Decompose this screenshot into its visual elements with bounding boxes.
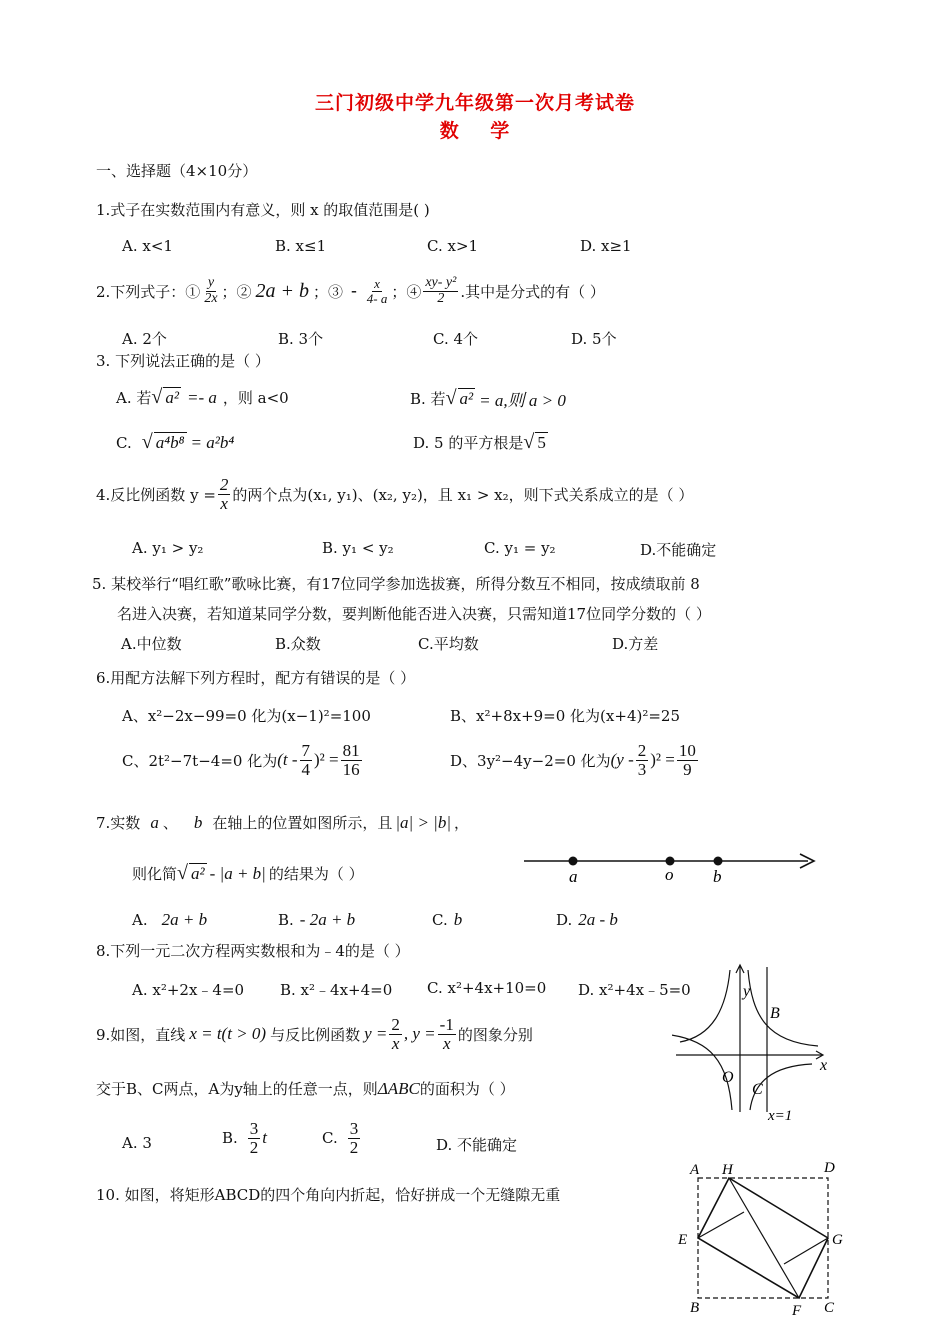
q6-option-d [450,742,700,779]
q4-lead: 4.反比例函数 y = [96,485,216,504]
label-h: H [722,1162,733,1178]
q6-c-pre: (t - [277,750,298,770]
q2-f1-den: 2x [204,290,218,306]
curve-q2 [680,970,730,1042]
label-x: x [820,1057,828,1074]
q6-d-fn: 2 [637,741,647,760]
q9-lead: 9.如图，直线 [96,1025,186,1044]
q7-d-label: D. [556,911,573,929]
exam-subject: 数 学 [439,120,511,142]
q3-a-tail: ，则 a<0 [222,389,289,407]
label-g: G [832,1232,843,1248]
q7-stem [96,812,469,833]
label-c: C [752,1081,763,1098]
q7-line2-lead: 则化简 [132,865,178,883]
q7-line2-tail: 的结果为（ ） [268,865,364,883]
q9-line2-tail: 的面积为（ ） [419,1080,515,1098]
label-o: o [665,865,674,884]
q9-triangle: ΔABC [377,1078,420,1098]
q9-option-b [222,1120,267,1157]
q9-line-eq: x = t(t > 0) [189,1024,267,1044]
q2-lead: 2.下列式子：① [96,282,201,301]
q2-fraction-4 [423,276,458,306]
q3-a-radicand: a² [165,388,179,407]
q3-option-c [116,431,234,454]
diagonal-hf [729,1178,799,1298]
q3-c-tail: = a²b⁴ [190,432,235,452]
q1-stem: 1.式子在实数范围内有意义，则 x 的取值范围是( ) [96,201,430,219]
q6-stem: 6.用配方法解下列方程时，配方有错误的是（ ） [96,669,416,687]
q4-option-a: A. y₁ > y₂ [132,539,204,557]
label-f: F [792,1303,802,1317]
q6-d-rn: 10 [678,741,696,760]
q2-f1-num: y [207,275,215,290]
q9-option-c [322,1120,362,1157]
q4-option-d: D.不能确定 [640,541,717,559]
q2-option-b: B. 3个 [278,330,324,348]
label-b: B [770,1005,780,1022]
q7-condition: |a| > |b| [395,812,452,832]
q9-option-a: A. 3 [122,1134,152,1152]
point-a [569,857,578,866]
q9-c-fraction [348,1120,361,1157]
q7-end: ， [454,814,470,832]
q1-option-c: C. x>1 [427,237,479,255]
q6-d-pre: (y - [610,750,634,770]
q9-option-d: D. 不能确定 [436,1136,518,1154]
q9-b-fraction [248,1120,261,1157]
q6-d-lead: D、3y²−4y−2=0 化为 [450,751,611,770]
q7-b-label: B. [278,911,294,929]
q1-option-a: A. x<1 [122,237,173,255]
q3-d-radicand: 5 [537,433,546,452]
q2-expr-2: 2a + b [255,279,310,302]
q6-option-c [122,742,364,779]
q3-a-eq: =- a [186,387,217,407]
q2-option-c: C. 4个 [433,330,479,348]
q7-line-2 [132,862,364,885]
q8-option-a: A. x²+2x﹣4=0 [132,981,245,999]
q2-option-d: D. 5个 [571,330,617,348]
q6-c-rd: 16 [342,759,360,779]
q4-f-den: x [220,493,228,513]
q9-line2-text: 交于B、C两点，A为y轴上的任意一点，则 [96,1080,378,1098]
q7-option-d [556,910,618,930]
q7-var-a: a [150,812,159,832]
q9-c-num: 3 [349,1119,359,1138]
q6-c-fn: 7 [301,741,310,760]
q5-option-b: B.众数 [275,635,321,653]
q7-c-label: C. [432,911,448,929]
q5-option-c: C.平均数 [418,635,479,653]
q2-f3-num: x [374,276,380,292]
q7-var-b: b [193,812,203,832]
label-b: B [690,1300,700,1316]
q4-option-b: B. y₁ < y₂ [322,539,394,557]
q2-minus: - [351,281,357,301]
q6-c-lead: C、2t²−7t−4=0 化为 [122,751,278,770]
q6-c-post: )² = [314,750,339,770]
radical-icon: √ [141,431,153,453]
q9-b-num: 3 [249,1119,259,1138]
q3-c-radicand: a⁴b⁸ [155,433,185,452]
q9-mid: 与反比例函数 [270,1025,361,1044]
q9-stem [96,1016,533,1053]
q7-option-a [132,910,207,930]
q3-option-d [413,431,548,454]
q7-abs-expr: - |a + b| [209,863,266,883]
label-o: O [722,1069,734,1086]
label-c: C [824,1300,835,1316]
q5-line-2: 名进入决赛，若知道某同学分数，要判断他能否进入决赛，只需知道17位同学分数的（ ） [117,605,711,623]
q4-stem [96,476,693,513]
folded-rectangle-figure [672,1152,850,1317]
q3-option-b [410,386,566,411]
q8-option-d: D. x²+4x﹣5=0 [578,981,691,999]
radical-icon: √ [177,862,188,884]
label-y: y [743,983,751,1000]
q4-option-c: C. y₁ = y₂ [484,539,556,557]
q10-stem: 10. 如图，将矩形ABCD的四个角向内折起，恰好拼成一个无缝隙无重 [96,1186,561,1204]
label-a: A [690,1162,700,1178]
q9-b-den: 2 [249,1137,259,1157]
exam-title: 三门初级中学九年级第一次月考试卷 [314,92,635,114]
q3-a-lead: A. 若 [116,389,152,407]
q9-f1-num: 2 [391,1015,400,1034]
q9-f1: y = [364,1024,388,1044]
q6-c-fd: 4 [301,759,310,779]
q2-f3-den: 4- a [366,290,388,306]
q9-c-den: 2 [349,1137,359,1157]
section-heading: 一、选择题（4×10分） [96,162,258,180]
q6-d-result [677,742,698,779]
q2-stem [96,276,605,306]
q4-f-num: 2 [219,475,229,494]
q9-f1-fraction [389,1016,402,1053]
q1-option-b: B. x≤1 [275,237,327,255]
q3-stem: 3. 下列说法正确的是（ ） [96,352,270,370]
q7-a-value: 2a + b [161,910,208,929]
radical-icon: √ [523,431,535,453]
q2-option-a: A. 2个 [122,330,167,348]
label-e: E [678,1232,688,1248]
q2-f4-num: xy- y² [425,275,457,290]
q2-sep-3: ；④ [391,282,422,301]
q7-option-c [432,910,462,930]
q6-c-fraction [300,742,313,779]
q3-b-lead: B. 若 [410,390,446,408]
quad-ehgf [698,1178,828,1298]
q2-f4-den: 2 [437,290,445,306]
q4-fraction [218,476,231,513]
q5-line-1: 5. 某校举行“唱红歌”歌咏比赛，有17位同学参加选拔赛，所得分数互不相同，按成绩取前 8 [92,575,700,593]
q7-a-label: A. [132,911,148,929]
q4-mid: 的两个点为(x₁, y₁)、(x₂, y₂)，且 x₁ > x₂，则下式关系成立的是（ ） [232,485,694,504]
q8-option-c: C. x²+4x+10=0 [427,979,547,997]
q9-f2-fraction [438,1016,456,1053]
q8-stem: 8.下列一元二次方程两实数根和为﹣4的是（ ） [96,942,410,960]
q7-lead: 7.实数 [96,814,141,832]
q9-f2-den: x [442,1033,451,1053]
curve-q1 [748,970,818,1046]
q9-b-t: t [262,1128,268,1148]
hyperbola-figure [672,962,832,1127]
number-line-figure [520,846,820,890]
q7-c-value: b [453,910,463,929]
q6-d-rd: 9 [683,759,692,779]
point-b [714,857,723,866]
q3-c-lead: C. [116,433,132,452]
q9-b-label: B. [222,1129,238,1148]
q2-fraction-1 [202,276,219,306]
label-d: D [824,1160,835,1176]
q9-c-label: C. [322,1129,338,1148]
q9-f2: , y = [403,1024,436,1044]
q3-d-lead: D. 5 的平方根是 [413,434,524,452]
q3-option-a [116,386,289,409]
q2-sep-1: ；② [221,282,252,301]
q7-option-b [278,910,355,930]
q7-mid: 在轴上的位置如图所示，且 [212,814,393,832]
radical-icon: √ [151,386,163,408]
q2-sep-2: ；③ [313,282,344,301]
radical-icon: √ [445,387,457,409]
q6-c-result [341,742,362,779]
q6-option-a: A、x²−2x−99=0 化为(x−1)²=100 [122,707,371,725]
label-a: a [569,867,578,886]
q9-f1-den: x [391,1033,400,1053]
q2-tail: .其中是分式的有（ ） [460,282,605,301]
q6-d-fraction [636,742,649,779]
q6-d-post: )² = [650,750,675,770]
q5-option-d: D.方差 [612,635,659,653]
q5-option-a: A.中位数 [121,635,182,653]
q9-tail: 的图象分别 [457,1025,533,1044]
q2-fraction-3 [365,277,390,305]
q6-option-b: B、x²+8x+9=0 化为(x+4)²=25 [450,707,681,725]
q6-c-rn: 81 [342,741,360,760]
q1-option-d: D. x≥1 [580,237,632,255]
q7-radicand: a² [191,864,205,883]
q7-b-value: - 2a + b [299,910,356,929]
label-x-equals-1: x=1 [768,1108,793,1124]
q6-d-fd: 3 [637,759,647,779]
label-b: b [713,867,722,886]
q3-b-tail: = a,则 a > 0 [479,391,566,410]
q8-option-b: B. x²﹣4x+4=0 [280,981,393,999]
q7-d-value: 2a - b [578,910,618,929]
q9-f2-num: -1 [439,1015,454,1034]
q9-line-2 [96,1078,515,1099]
q3-b-radicand: a² [459,389,474,408]
q7-sep: 、 [162,814,178,832]
